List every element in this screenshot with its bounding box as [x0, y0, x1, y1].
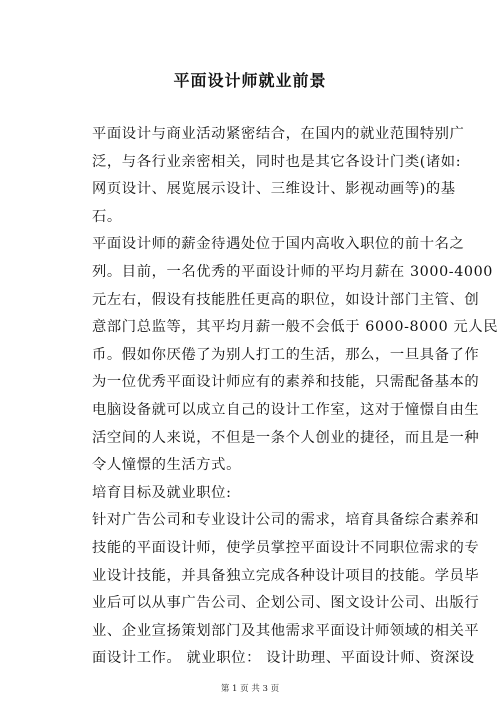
text-line: 令人憧憬的生活方式。 — [92, 457, 241, 474]
text-line: 币。假如你厌倦了为别人打工的生活，那么，一旦具备了作 — [92, 346, 480, 363]
page-footer: 第 1 页 共 3 页 — [220, 684, 280, 694]
text-line: 针对广告公司和专业设计公司的需求，培育具备综合素养和 — [92, 512, 480, 529]
text-line: 技能的平面设计师，使学员掌控平面设计不同职位需求的专 — [92, 539, 480, 556]
text-line: 网页设计、展览展示设计、三维设计、影视动画等)的基 — [92, 181, 456, 198]
text-line: 业后可以从事广告公司、企划公司、图文设计公司、出版行 — [92, 595, 480, 612]
text-line: 业、企业宣扬策划部门及其他需求平面设计师领域的相关平 — [92, 622, 480, 639]
text-line: 活空间的人来说，不但是一条个人创业的捷径，而且是一种 — [92, 429, 480, 446]
page-title: 平面设计师就业前景 — [173, 71, 327, 90]
text-line: 面设计工作。 就业职位： 设计助理、平面设计师、资深设 — [92, 650, 475, 667]
text-line: 元左右，假设有技能胜任更高的职位，如设计部门主管、创 — [92, 291, 480, 308]
text-line: 培育目标及就业职位: — [92, 484, 232, 501]
text-line: 泛，与各行业亲密相关，同时也是其它各设计门类(诸如: — [92, 153, 462, 170]
text-line: 平面设计师的薪金待遇处位于国内高收入职位的前十名之 — [92, 236, 465, 253]
text-line: 平面设计与商业活动紧密结合，在国内的就业范围特别广 — [92, 126, 465, 142]
text-line: 电脑设备就可以成立自己的设计工作室，这对于憧憬自由生 — [92, 401, 480, 418]
text-line: 列。目前，一名优秀的平面设计师的平均月薪在 3000-4000 — [92, 263, 493, 280]
body-text — [92, 121, 499, 673]
text-line: 为一位优秀平面设计师应有的素养和技能，只需配备基本的 — [92, 374, 480, 391]
text-line: 业设计技能，并具备独立完成各种设计项目的技能。学员毕 — [92, 567, 480, 584]
text-line: 石。 — [92, 208, 122, 225]
text-line: 意部门总监等，其平均月薪一般不会低于 6000-8000 元人民 — [92, 319, 499, 336]
